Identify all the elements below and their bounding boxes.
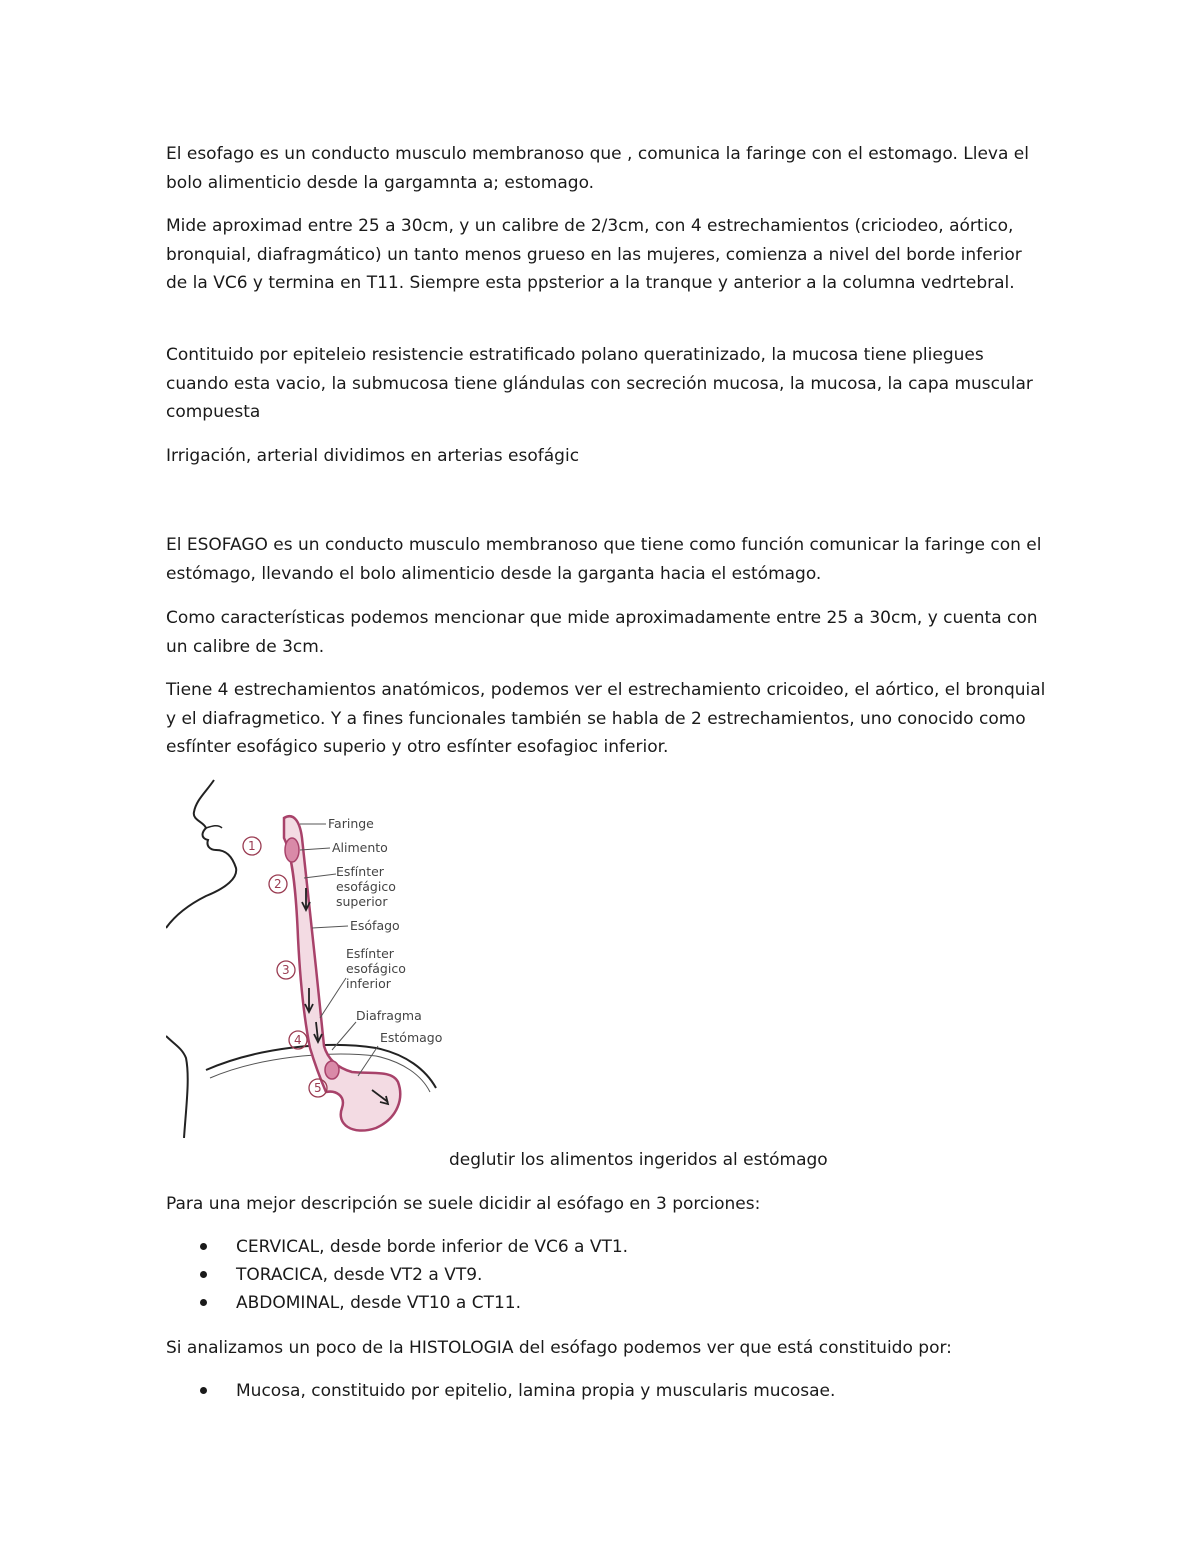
list-item-mucosa — [236, 1377, 1036, 1405]
leader-alimento — [300, 848, 330, 850]
head-profile — [166, 780, 236, 928]
bullet-icon — [200, 1387, 207, 1394]
bullet-icon — [200, 1271, 207, 1278]
label-esfinter-inferior-2: esofágico — [346, 961, 406, 976]
list-item-text: CERVICAL, desde borde inferior de VC6 a VT1. — [236, 1237, 629, 1257]
label-esfinter-superior-1: Esfínter — [336, 864, 384, 879]
food-bolus-lower — [325, 1061, 339, 1079]
back-outline — [166, 1036, 188, 1138]
bullet-icon — [200, 1299, 207, 1306]
food-bolus-upper — [285, 838, 299, 862]
paragraph-porciones-intro: Para una mejor descripción se suele dicidir al esófago en 3 porciones: — [166, 1194, 761, 1214]
label-faringe: Faringe — [328, 816, 374, 831]
paragraph-esofago-definicion: El ESOFAGO es un conducto musculo membranoso que tiene como función comunicar la faringe con el estómago, llevando el bolo alimenticio desde la garganta hacia el estómago. — [166, 535, 1042, 584]
label-estomago: Estómago — [380, 1030, 443, 1045]
label-esfinter-inferior-3: inferior — [346, 976, 391, 991]
step-number-4: 4 — [294, 1033, 302, 1047]
paragraph-estrechamientos: Tiene 4 estrechamientos anatómicos, podemos ver el estrechamiento cricoideo, el aórtico, el bronquial y el diafragmetico. Y a fines funcionales también se habla de 2 estrechamientos, uno conocido como esfínter esofágico superio y otro esfínter esofagioc inferior. — [166, 680, 1046, 757]
paragraph-medidas: Mide aproximad entre 25 a 30cm, y un calibre de 2/3cm, con 4 estrechamientos (criciodeo, aórtico, bronquial, diafragmático) un tanto menos grueso en las mujeres, comienza a nivel del borde inferior de la VC6 y termina en T11. Siempre esta ppsterior a la tranque y anterior a la columna vedrtebral. — [166, 216, 1022, 293]
leader-esfinter-inf — [320, 978, 346, 1018]
paragraph-constitucion: Contituido por epiteleio resistencie estratificado polano queratinizado, la mucosa tiene pliegues cuando esta vacio, la submucosa tiene glándulas con secreción mucosa, la mucosa, la capa muscular compuesta — [166, 345, 1033, 422]
leader-esofago — [312, 926, 348, 928]
leader-esfinter-sup — [304, 874, 336, 878]
label-esofago: Esófago — [350, 918, 400, 933]
paragraph-irrigacion: Irrigación, arterial dividimos en arterias esofágic — [166, 446, 580, 466]
nose-mouth — [206, 826, 222, 828]
list-item-text: Mucosa, constituido por epitelio, lamina propia y muscularis mucosae. — [236, 1381, 836, 1401]
label-esfinter-superior-3: superior — [336, 894, 388, 909]
list-item-toracica — [236, 1261, 1036, 1289]
step-number-3: 3 — [282, 963, 290, 977]
label-alimento: Alimento — [332, 840, 388, 855]
paragraph-histologia-intro: Si analizamos un poco de la HISTOLOGIA del esófago podemos ver que está constituido por: — [166, 1338, 952, 1358]
bullet-icon — [200, 1243, 207, 1250]
step-number-1: 1 — [248, 839, 256, 853]
paragraph-caracteristicas: Como características podemos mencionar que mide aproximadamente entre 25 a 30cm, y cuenta con un calibre de 3cm. — [166, 608, 1038, 657]
step-number-5: 5 — [314, 1081, 322, 1095]
paragraph-intro: El esofago es un conducto musculo membranoso que , comunica la faringe con el estomago. Lleva el bolo alimenticio desde la gargamnta a; estomago. — [166, 144, 1029, 193]
swallowing-diagram-svg — [166, 778, 466, 1138]
label-diafragma: Diafragma — [356, 1008, 422, 1023]
list-item-text: TORACICA, desde VT2 a VT9. — [236, 1265, 483, 1285]
figure-caption: deglutir los alimentos ingeridos al estómago — [449, 1150, 828, 1170]
list-item-abdominal — [236, 1289, 1036, 1317]
label-esfinter-superior-2: esofágico — [336, 879, 396, 894]
list-item-cervical — [236, 1233, 1036, 1261]
swallowing-diagram — [166, 778, 466, 1138]
step-number-2: 2 — [274, 877, 282, 891]
label-esfinter-inferior-1: Esfínter — [346, 946, 394, 961]
list-item-text: ABDOMINAL, desde VT10 a CT11. — [236, 1293, 521, 1313]
